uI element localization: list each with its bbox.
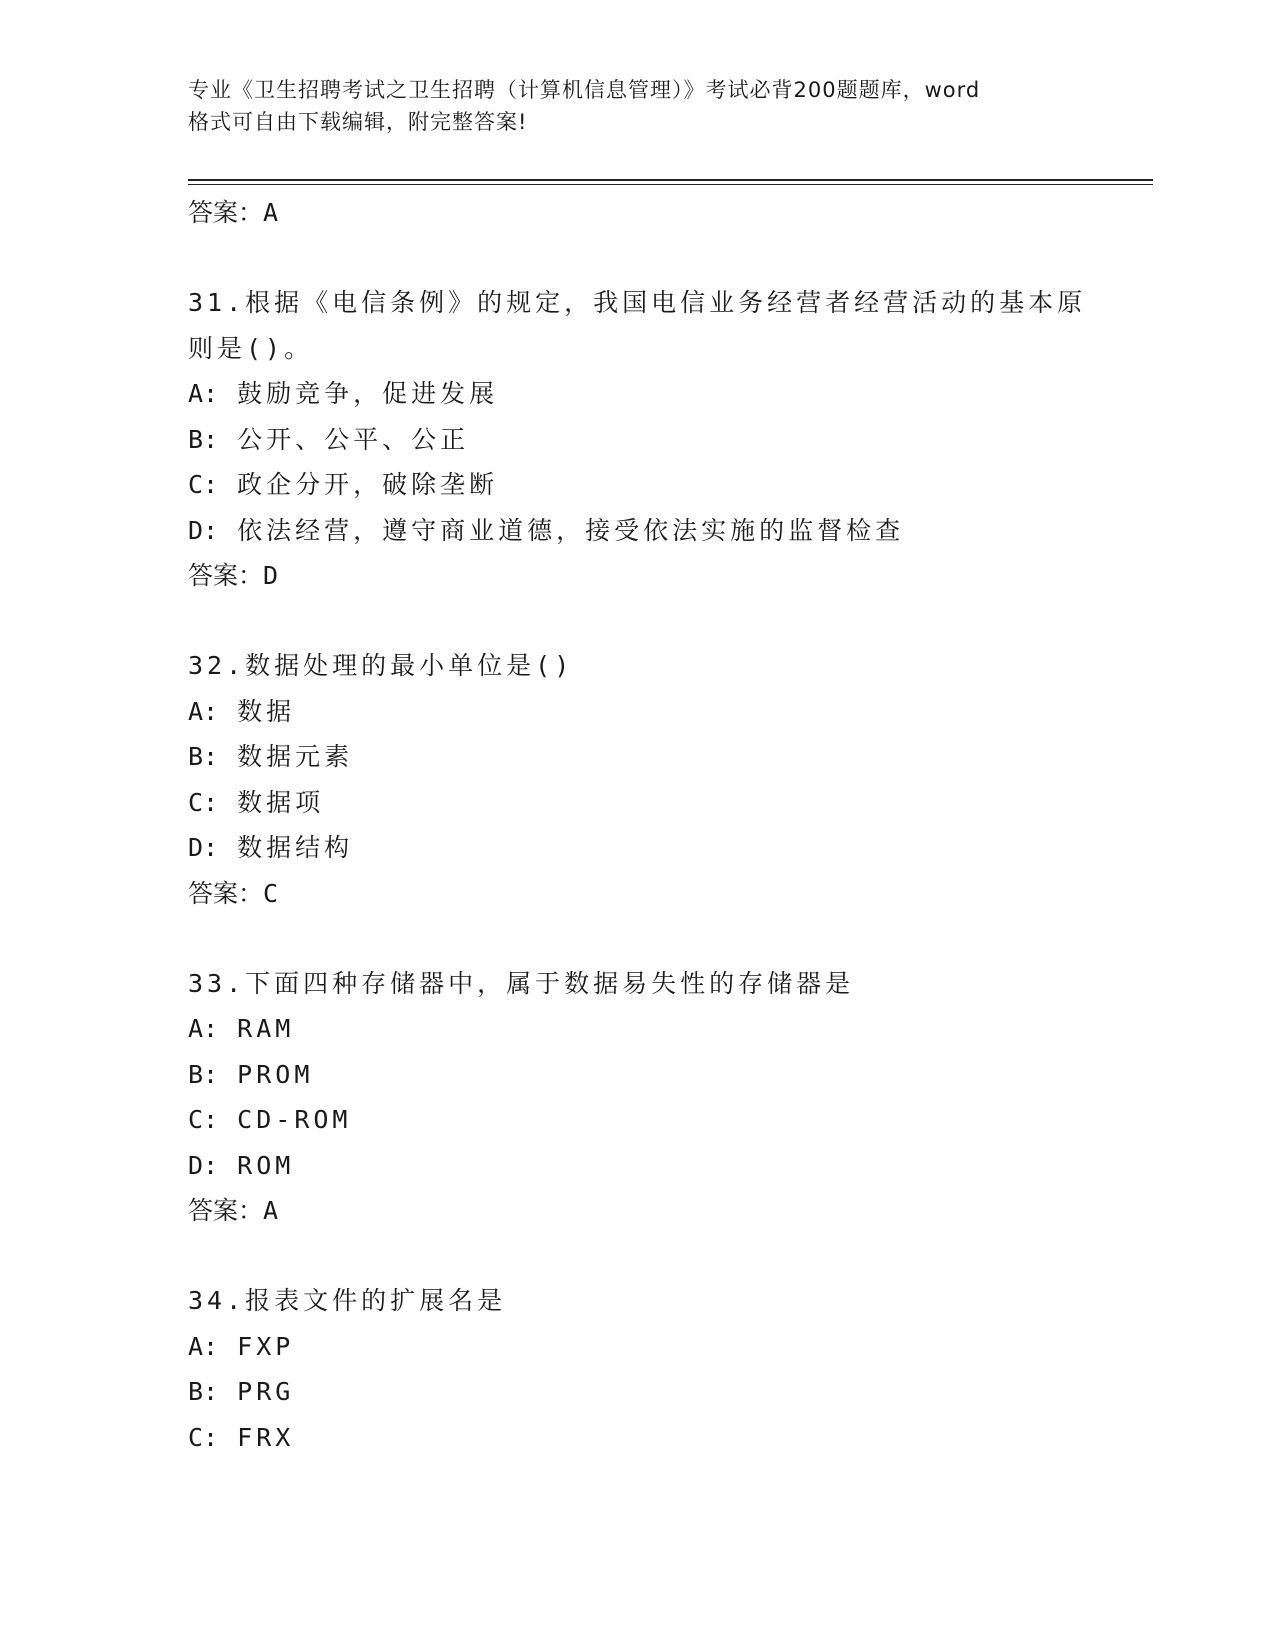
option-text: ROM [237, 1150, 295, 1180]
option-text: 依法经营，遵守商业道德，接受依法实施的监督检查 [237, 515, 905, 545]
option-letter: A: [188, 379, 219, 408]
option-a [188, 371, 1088, 417]
answer-line [188, 1188, 1088, 1234]
option-letter: C: [188, 1105, 219, 1134]
option-b [188, 1369, 1088, 1415]
option-letter: B: [188, 1377, 219, 1406]
option-text: 数据结构 [237, 833, 354, 862]
header-divider-thin [188, 184, 1153, 185]
question-block [188, 643, 1088, 917]
option-d [188, 1143, 1088, 1189]
answer-value: A [263, 1196, 279, 1225]
question-block [188, 280, 1088, 599]
answer-label: 答案： [188, 878, 264, 908]
option-text: CD-ROM [237, 1105, 352, 1134]
option-d [188, 825, 1088, 871]
option-letter: A: [188, 1014, 219, 1043]
option-a [188, 689, 1088, 735]
question-block [188, 961, 1088, 1235]
answer-line [188, 553, 1088, 599]
option-c [188, 1097, 1088, 1143]
option-letter: B: [188, 742, 219, 771]
option-text: PROM [237, 1059, 314, 1089]
document-header [188, 74, 1088, 138]
option-letter: A: [188, 696, 219, 726]
question-list [188, 190, 1088, 1460]
option-letter: D: [188, 1150, 219, 1180]
option-text: 鼓励竞争，促进发展 [237, 379, 499, 408]
header-divider-thick [188, 179, 1153, 181]
option-text: 数据项 [237, 787, 325, 817]
answer-line [188, 871, 1088, 917]
question-text: 31.根据《电信条例》的规定，我国电信业务经营者经营活动的基本原 [188, 288, 1087, 317]
option-b [188, 1052, 1088, 1098]
option-letter: B: [188, 424, 219, 454]
option-letter: C: [188, 470, 219, 499]
option-letter: C: [188, 1422, 219, 1452]
option-letter: B: [188, 1059, 219, 1089]
answer-label: 答案： [188, 1196, 264, 1225]
option-letter: A: [188, 1331, 219, 1361]
option-letter: D: [188, 515, 219, 545]
answer-label: 答案： [188, 198, 264, 227]
answer-value: D [263, 561, 279, 590]
option-text: 数据元素 [237, 742, 354, 771]
question-text: 32.数据处理的最小单位是() [188, 651, 574, 680]
option-letter: C: [188, 787, 219, 817]
option-text: FRX [237, 1422, 295, 1452]
option-text: 公开、公平、公正 [237, 424, 470, 454]
option-text: 数据 [237, 696, 296, 726]
option-letter: D: [188, 833, 219, 862]
question-text: 34.报表文件的扩展名是 [188, 1286, 507, 1315]
question-block [188, 1278, 1088, 1460]
option-text: FXP [237, 1331, 295, 1361]
question-text: 33.下面四种存储器中，属于数据易失性的存储器是 [188, 968, 855, 998]
option-text: PRG [237, 1377, 295, 1406]
header-line-1: 专业《卫生招聘考试之卫生招聘（计算机信息管理）》考试必背200题题库，word [188, 78, 981, 102]
header-line-2: 格式可自由下载编辑，附完整答案! [188, 110, 528, 134]
answer-label: 答案： [188, 561, 264, 590]
option-c [188, 462, 1088, 508]
answer-line [188, 190, 1088, 236]
question-text-cont: 则是()。 [188, 333, 314, 363]
option-b [188, 417, 1088, 463]
option-b [188, 734, 1088, 780]
option-c [188, 780, 1088, 826]
option-a [188, 1324, 1088, 1370]
option-c [188, 1415, 1088, 1461]
answer-value: A [263, 198, 279, 227]
option-text: RAM [237, 1014, 295, 1043]
option-text: 政企分开，破除垄断 [237, 470, 499, 499]
option-a [188, 1006, 1088, 1052]
answer-value: C [263, 878, 279, 908]
option-d [188, 508, 1088, 554]
